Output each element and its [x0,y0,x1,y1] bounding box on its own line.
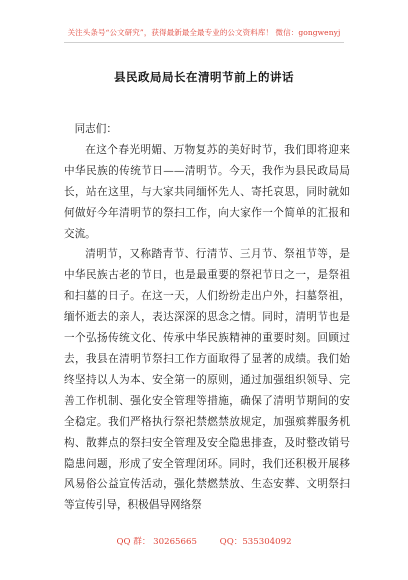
paragraph-2: 清明节，又称踏青节、行清节、三月节、祭祖节等，是中华民族古老的节日，也是最重要的祭祀节日之一，是祭祖和扫墓的日子。在这一天，人们纷纷走出户外，扫墓祭祖，缅怀逝去的亲人，表达深深的思念之情。同时，清明节也是一个弘扬传统文化、传承中华民族精神的重要时刻。回顾过去，我县在清明节祭扫工作方面取得了显著的成绩。我们始终坚持以人为本、安全第一的原则，通过加强组织领导、完善工作机制、强化安全管理等措施，确保了清明节期间的安全稳定。我们严格执行祭祀禁燃禁放规定，加强殡葬服务机构、散葬点的祭扫安全管理及安全隐患排查，及时整改销号隐患问题，形成了安全管理闭环。同时，我们还积极开展移风易俗公益宣传活动，强化禁燃禁放、生态安葬、文明祭扫等宣传引导，积极倡导网络祭 [64,248,350,512]
header-divider [64,42,344,43]
footer-qq-group: QQ 群： 30265665 [116,537,197,547]
header-promo-note: 关注头条号“公文研究”，获得最新最全最专业的公文资料库！ 微信：gongwenyj [67,28,341,37]
document-title: 县民政局局长在清明节前上的讲话 [114,70,294,84]
salutation: 同志们： [74,123,117,135]
document-body [64,119,350,516]
footer-contact [0,535,408,547]
paragraph-1: 在这个春光明媚、万物复苏的美好时节，我们即将迎来中华民族的传统节日——清明节。今天，我作为县民政局局长，站在这里，与大家共同缅怀先人、寄托哀思，同时就如何做好今年清明节的祭扫工作，向大家作一个简单的汇报和交流。 [64,143,350,240]
footer-qq-number: QQ：535304092 [219,537,292,547]
